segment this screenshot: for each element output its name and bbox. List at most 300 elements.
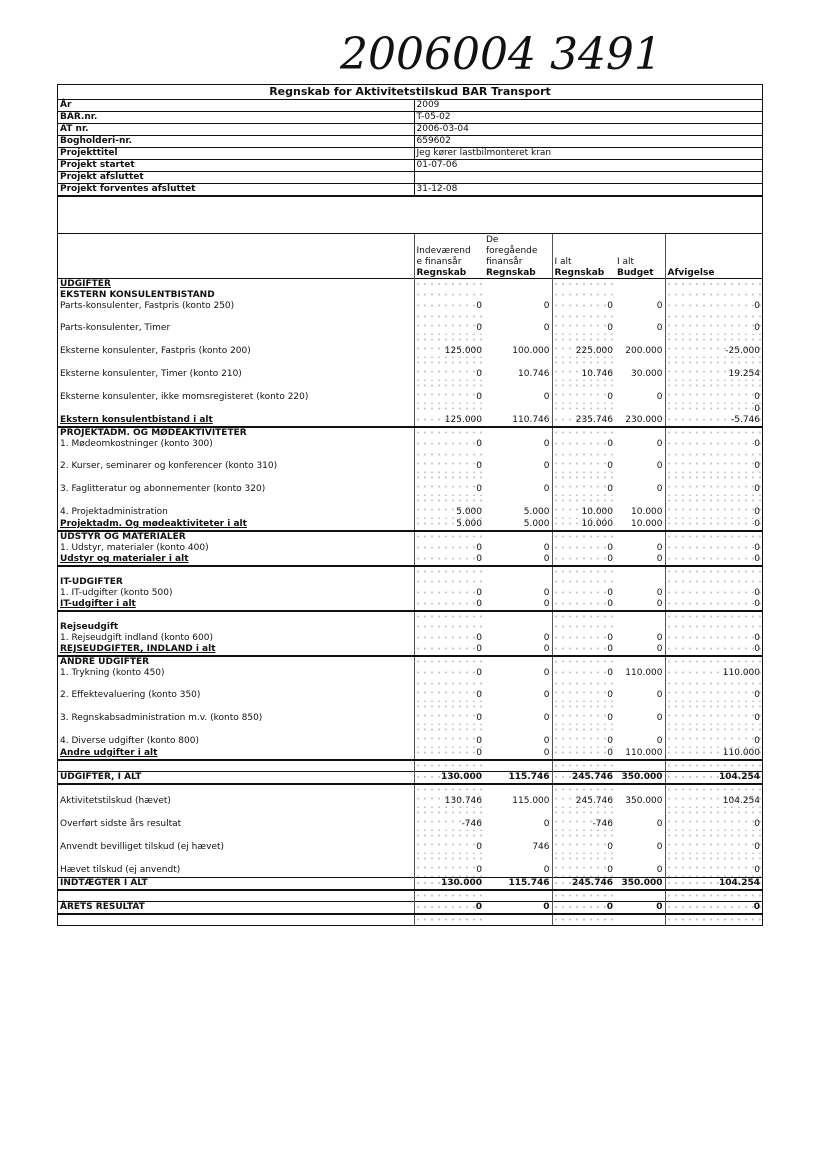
amount-col-3: 0 (552, 588, 615, 599)
row-label: 2. Kurser, seminarer og konferencer (konto 310) (60, 461, 278, 471)
amount-col-4: 350.000 (615, 772, 665, 785)
amount-col-5 (665, 290, 762, 301)
amount-col-3: 0 (552, 633, 615, 644)
amount-col-4 (615, 890, 665, 902)
amount-col-4: 0 (656, 633, 663, 643)
amount-col-5: 0 (665, 519, 762, 531)
amount-col-4 (615, 279, 665, 291)
col1-mid: e finansår (414, 256, 484, 267)
row-label: IT-UDGIFTER (60, 577, 123, 587)
blank-row (58, 611, 762, 622)
amount-col-3: 225.000 (552, 335, 615, 358)
line-item-row (58, 854, 762, 878)
amount-col-3: 235.746 (552, 415, 615, 427)
amount-col-3: 245.746 (552, 878, 615, 891)
row-label: INDTÆGTER I ALT (58, 878, 414, 891)
row-label: REJSEUDGIFTER, INDLAND i alt (58, 644, 414, 656)
info-value: 31-12-08 (414, 184, 762, 196)
amount-col-5 (665, 531, 762, 543)
amount-col-3: 245.746 (552, 784, 615, 808)
amount-col-3 (552, 566, 615, 577)
row-label: Udstyr og materialer i alt (58, 554, 414, 566)
amount-col-5: 104.254 (665, 772, 762, 785)
amount-col-3: 0 (552, 725, 615, 748)
project-info-table (58, 100, 762, 196)
amount-col-5: 0 (665, 301, 762, 312)
amount-col-2: 5.000 (484, 519, 552, 531)
line-item-row (58, 439, 762, 450)
amount-col-5: 19.254 (665, 358, 762, 381)
row-label: Parts-konsulenter, Fastpris (konto 250) (60, 301, 235, 311)
amount-col-3 (552, 890, 615, 902)
line-item-row (58, 358, 762, 381)
amount-col-5: 0 (665, 679, 762, 702)
line-item-row (58, 473, 762, 496)
info-row (58, 148, 762, 160)
amount-col-5: 0 (665, 644, 762, 656)
amount-col-4: 0 (656, 461, 663, 471)
amount-col-3: 0 (552, 450, 615, 473)
amount-col-4: 0 (656, 301, 663, 311)
line-item-row (58, 808, 762, 831)
header-row-3 (58, 256, 762, 267)
col2-bot: Regnskab (486, 268, 536, 278)
amount-col-2 (484, 760, 552, 772)
amount-col-1: 0 (414, 854, 484, 878)
amount-col-5: 0 (665, 450, 762, 473)
amount-col-5: 0 (665, 473, 762, 496)
row-label: Overført sidste års resultat (60, 819, 182, 829)
amount-col-1: 125.000 (414, 415, 484, 427)
amount-col-4: 0 (656, 865, 663, 875)
amount-col-2 (484, 622, 552, 633)
amount-col-1 (414, 279, 484, 291)
amount-col-5: 110.000 (665, 748, 762, 760)
amount-col-1 (414, 404, 484, 415)
amount-col-2: 0 (543, 865, 550, 875)
amount-col-2 (484, 890, 552, 902)
line-item-row (58, 404, 762, 415)
amount-col-2: 0 (543, 461, 550, 471)
blank-row (58, 890, 762, 902)
amount-col-2: 0 (484, 902, 552, 915)
info-row (58, 100, 762, 112)
amount-col-1: 0 (414, 450, 484, 473)
total-row (58, 415, 762, 427)
line-item-row (58, 450, 762, 473)
amount-col-1: 0 (414, 381, 484, 404)
amount-col-5: 0 (665, 554, 762, 566)
line-item-row (58, 543, 762, 554)
row-label: UDGIFTER (60, 279, 111, 289)
amount-col-5: 104.254 (665, 784, 762, 808)
amount-col-3: 0 (552, 301, 615, 312)
total-row (58, 644, 762, 656)
amount-col-5: 0 (665, 439, 762, 450)
amount-col-4: 350.000 (615, 878, 665, 891)
row-label: Parts-konsulenter, Timer (60, 323, 171, 333)
spacer (58, 196, 762, 234)
amount-col-1: 130.746 (414, 784, 484, 808)
row-label: Andre udgifter i alt (58, 748, 414, 760)
amount-col-3 (552, 279, 615, 291)
row-label: IT-udgifter i alt (58, 599, 414, 611)
info-key: Projekttitel (58, 148, 414, 160)
row-label (58, 760, 414, 772)
info-value (414, 172, 762, 184)
amount-col-2: 0 (543, 543, 550, 553)
amount-col-5: 0 (665, 702, 762, 725)
info-key: Bogholderi-nr. (58, 136, 414, 148)
row-label (58, 890, 414, 902)
amount-col-4: 0 (656, 392, 663, 402)
amount-col-1: 0 (414, 748, 484, 760)
info-value: 01-07-06 (414, 160, 762, 172)
amount-col-2: 0 (543, 819, 550, 829)
amount-col-5 (665, 760, 762, 772)
total-row (58, 748, 762, 760)
amount-col-4: 0 (656, 543, 663, 553)
info-key: AT nr. (58, 124, 414, 136)
amount-col-1: 5.000 (414, 519, 484, 531)
amount-col-4 (615, 577, 665, 588)
blank-row (58, 914, 762, 925)
info-row (58, 124, 762, 136)
amount-col-4: 0 (615, 644, 665, 656)
amount-col-1 (414, 566, 484, 577)
amount-col-4: 200.000 (625, 346, 663, 356)
amount-col-2: 115.746 (484, 772, 552, 785)
amount-col-5: 0 (665, 312, 762, 335)
col5-bot: Afvigelse (665, 267, 762, 279)
row-label: 4. Diverse udgifter (konto 800) (60, 736, 199, 746)
amount-col-4 (615, 914, 665, 925)
amount-col-4 (615, 760, 665, 772)
row-label: UDSTYR OG MATERIALER (60, 532, 186, 542)
section-header-row (58, 290, 762, 301)
amount-col-5: 0 (665, 902, 762, 915)
handwritten-number (335, 14, 662, 84)
amount-col-5: 104.254 (665, 878, 762, 891)
info-row (58, 172, 762, 184)
amount-col-4: 0 (615, 599, 665, 611)
section-header-row (58, 622, 762, 633)
amount-col-3: 0 (552, 439, 615, 450)
section-header-row (58, 656, 762, 668)
amount-col-3: 0 (552, 599, 615, 611)
amount-col-3: 0 (552, 748, 615, 760)
amount-col-2: 0 (543, 484, 550, 494)
total-row (58, 519, 762, 531)
line-item-row (58, 381, 762, 404)
accounts-table (58, 234, 762, 925)
amount-col-3: 0 (552, 312, 615, 335)
amount-col-2: 0 (543, 301, 550, 311)
amount-col-4: 110.000 (615, 748, 665, 760)
amount-col-1: 0 (414, 644, 484, 656)
line-item-row (58, 633, 762, 644)
amount-col-1 (414, 760, 484, 772)
info-row (58, 160, 762, 172)
amount-col-1: 0 (414, 633, 484, 644)
amount-col-4: 0 (656, 690, 663, 700)
col2-top: De (486, 235, 499, 245)
amount-col-4 (615, 622, 665, 633)
amount-col-5: 0 (665, 599, 762, 611)
info-value: T-05-02 (414, 112, 762, 124)
row-label: 1. IT-udgifter (konto 500) (60, 588, 173, 598)
row-label: Projektadm. Og mødeaktiviteter i alt (58, 519, 414, 531)
amount-col-2: 0 (484, 599, 552, 611)
row-label: 2. Effektevaluering (konto 350) (60, 690, 201, 700)
amount-col-4 (615, 427, 665, 439)
line-item-row (58, 831, 762, 854)
amount-col-5: 0 (665, 831, 762, 854)
amount-col-4: 110.000 (625, 668, 663, 678)
info-key: Projekt afsluttet (58, 172, 414, 184)
amount-col-1 (414, 656, 484, 668)
amount-col-3 (552, 760, 615, 772)
amount-col-1: 0 (414, 831, 484, 854)
info-value: 659602 (414, 136, 762, 148)
amount-col-1: 0 (414, 543, 484, 554)
amount-col-5: 0 (665, 404, 762, 415)
amount-col-2: 10.746 (518, 369, 550, 379)
amount-col-3: 0 (552, 854, 615, 878)
line-item-row (58, 784, 762, 808)
info-value: Jeg kører lastbilmonteret kran (414, 148, 762, 160)
amount-col-3 (552, 404, 615, 415)
amount-col-3: 245.746 (552, 772, 615, 785)
info-key: BAR.nr. (58, 112, 414, 124)
line-item-row (58, 588, 762, 599)
amount-col-2: 746 (532, 842, 550, 852)
amount-col-2: 0 (543, 736, 550, 746)
amount-col-2: 115.746 (484, 878, 552, 891)
info-row (58, 184, 762, 196)
amount-col-1: 0 (414, 301, 484, 312)
amount-col-1 (414, 914, 484, 925)
amount-col-4 (615, 531, 665, 543)
row-label: Ekstern konsulentbistand i alt (58, 415, 414, 427)
amount-col-5: 0 (665, 496, 762, 519)
amount-col-1: 130.000 (414, 878, 484, 891)
amount-col-1: 0 (414, 599, 484, 611)
amount-col-4: 10.000 (631, 507, 663, 517)
amount-col-2 (484, 427, 552, 439)
info-key: Projekt forventes afsluttet (58, 184, 414, 196)
row-label: 3. Regnskabsadministration m.v. (konto 850) (60, 713, 263, 723)
info-key: Projekt startet (58, 160, 414, 172)
amount-col-3: 0 (552, 644, 615, 656)
amount-col-4: 230.000 (615, 415, 665, 427)
row-label: 3. Faglitteratur og abonnementer (konto 320) (60, 484, 266, 494)
amount-col-5 (665, 577, 762, 588)
col3-bot: Regnskab (552, 267, 615, 279)
total-row (58, 599, 762, 611)
amount-col-4: 0 (656, 713, 663, 723)
amount-col-2: 0 (543, 588, 550, 598)
col1-top: Indeværend (414, 245, 484, 256)
amount-col-2: 0 (543, 633, 550, 643)
row-label: Rejseudgift (60, 622, 119, 632)
amount-col-5 (665, 611, 762, 622)
amount-col-5: -5.746 (665, 415, 762, 427)
amount-col-1: 0 (414, 473, 484, 496)
amount-col-4: 0 (615, 902, 665, 915)
amount-col-2 (484, 566, 552, 577)
amount-col-1: 0 (414, 902, 484, 915)
col2-mid2: finansår (486, 257, 523, 267)
amount-col-5 (665, 622, 762, 633)
amount-col-4 (615, 290, 665, 301)
col2-mid1: foregående (486, 246, 538, 256)
row-label: ÅRETS RESULTAT (58, 902, 414, 915)
amount-col-5: 0 (665, 543, 762, 554)
row-label: Eksterne konsulenter, Fastpris (konto 200) (60, 346, 251, 356)
handwritten-text: 2006004 3491 (340, 29, 662, 80)
amount-col-2: 0 (484, 644, 552, 656)
amount-col-2: 0 (543, 392, 550, 402)
amount-col-2: 0 (484, 554, 552, 566)
amount-col-4: 0 (656, 736, 663, 746)
blank-row (58, 760, 762, 772)
amount-col-4: 350.000 (625, 796, 663, 806)
amount-col-2 (484, 290, 552, 301)
col3-mid: I alt (552, 256, 615, 267)
row-label: UDGIFTER, I ALT (58, 772, 414, 785)
amount-col-3 (552, 290, 615, 301)
info-value: 2009 (414, 100, 762, 112)
blank-row (58, 566, 762, 577)
accounting-sheet (57, 84, 763, 926)
amount-col-1: -746 (414, 808, 484, 831)
total-row (58, 554, 762, 566)
amount-col-1: 0 (414, 679, 484, 702)
amount-col-1: 0 (414, 358, 484, 381)
amount-col-2: 5.000 (523, 507, 550, 517)
amount-col-5: 0 (665, 381, 762, 404)
line-item-row (58, 312, 762, 335)
amount-col-3 (552, 531, 615, 543)
line-item-row (58, 702, 762, 725)
amount-col-3: 0 (552, 702, 615, 725)
line-item-row (58, 335, 762, 358)
amount-col-1: 0 (414, 588, 484, 599)
row-label: 1. Mødeomkostninger (konto 300) (60, 439, 213, 449)
amount-col-2 (484, 531, 552, 543)
amount-col-5: 0 (665, 808, 762, 831)
amount-col-5: 0 (665, 725, 762, 748)
amount-col-1: 125.000 (414, 335, 484, 358)
amount-col-1 (414, 427, 484, 439)
row-label: Anvendt bevilliget tilskud (ej hævet) (60, 842, 225, 852)
section-header-row (58, 531, 762, 543)
row-label (58, 566, 414, 577)
amount-col-4: 0 (656, 588, 663, 598)
amount-col-5: 0 (665, 633, 762, 644)
amount-col-2: 0 (543, 690, 550, 700)
section-header-row (58, 279, 762, 291)
amount-col-2: 0 (543, 713, 550, 723)
row-label (58, 404, 414, 415)
amount-col-2 (484, 404, 552, 415)
amount-col-2 (484, 656, 552, 668)
row-label: PROJEKTADM. OG MØDEAKTIVITETER (60, 428, 247, 438)
amount-col-1: 0 (414, 554, 484, 566)
amount-col-3: 10.746 (552, 358, 615, 381)
amount-col-3 (552, 611, 615, 622)
col4-bot: Budget (617, 268, 654, 278)
amount-col-5: -25.000 (665, 335, 762, 358)
row-label: 1. Trykning (konto 450) (60, 668, 165, 678)
row-label: ANDRE UDGIFTER (60, 657, 150, 667)
amount-col-2: 110.746 (484, 415, 552, 427)
amount-col-3: 0 (552, 679, 615, 702)
col4-mid: I alt (617, 257, 635, 267)
amount-col-4 (615, 404, 665, 415)
header-row-2 (58, 245, 762, 256)
line-item-row (58, 725, 762, 748)
amount-col-2: 0 (543, 323, 550, 333)
amount-col-1 (414, 622, 484, 633)
amount-col-4: 0 (656, 842, 663, 852)
amount-col-2 (484, 914, 552, 925)
info-row (58, 136, 762, 148)
total-row (58, 878, 762, 891)
amount-col-4 (615, 611, 665, 622)
amount-col-3: 0 (552, 381, 615, 404)
amount-col-4: 0 (656, 439, 663, 449)
row-label: Hævet tilskud (ej anvendt) (60, 865, 181, 875)
row-label: Eksterne konsulenter, ikke momsregisteret (konto 220) (60, 392, 309, 402)
amount-col-5 (665, 427, 762, 439)
row-label: Aktivitetstilskud (hævet) (60, 796, 171, 806)
amount-col-2 (484, 279, 552, 291)
amount-col-1 (414, 531, 484, 543)
amount-col-2: 115.000 (512, 796, 550, 806)
amount-col-3: 0 (552, 831, 615, 854)
amount-col-2: 100.000 (512, 346, 550, 356)
amount-col-1: 0 (414, 668, 484, 679)
amount-col-1: 0 (414, 312, 484, 335)
amount-col-3 (552, 577, 615, 588)
amount-col-3 (552, 427, 615, 439)
line-item-row (58, 496, 762, 519)
total-row (58, 772, 762, 785)
line-item-row (58, 301, 762, 312)
line-item-row (58, 668, 762, 679)
amount-col-5 (665, 566, 762, 577)
col1-bot: Regnskab (414, 267, 484, 279)
amount-col-1 (414, 290, 484, 301)
row-label: Eksterne konsulenter, Timer (konto 210) (60, 369, 242, 379)
amount-col-5 (665, 279, 762, 291)
info-value: 2006-03-04 (414, 124, 762, 136)
amount-col-1: 5.000 (414, 496, 484, 519)
amount-col-1: 130.000 (414, 772, 484, 785)
amount-col-3 (552, 656, 615, 668)
amount-col-3: 0 (552, 902, 615, 915)
amount-col-3 (552, 914, 615, 925)
line-item-row (58, 679, 762, 702)
amount-col-4: 30.000 (631, 369, 663, 379)
amount-col-2 (484, 577, 552, 588)
amount-col-5 (665, 914, 762, 925)
amount-col-4 (615, 566, 665, 577)
header-row-4 (58, 267, 762, 279)
amount-col-5: 110.000 (665, 668, 762, 679)
